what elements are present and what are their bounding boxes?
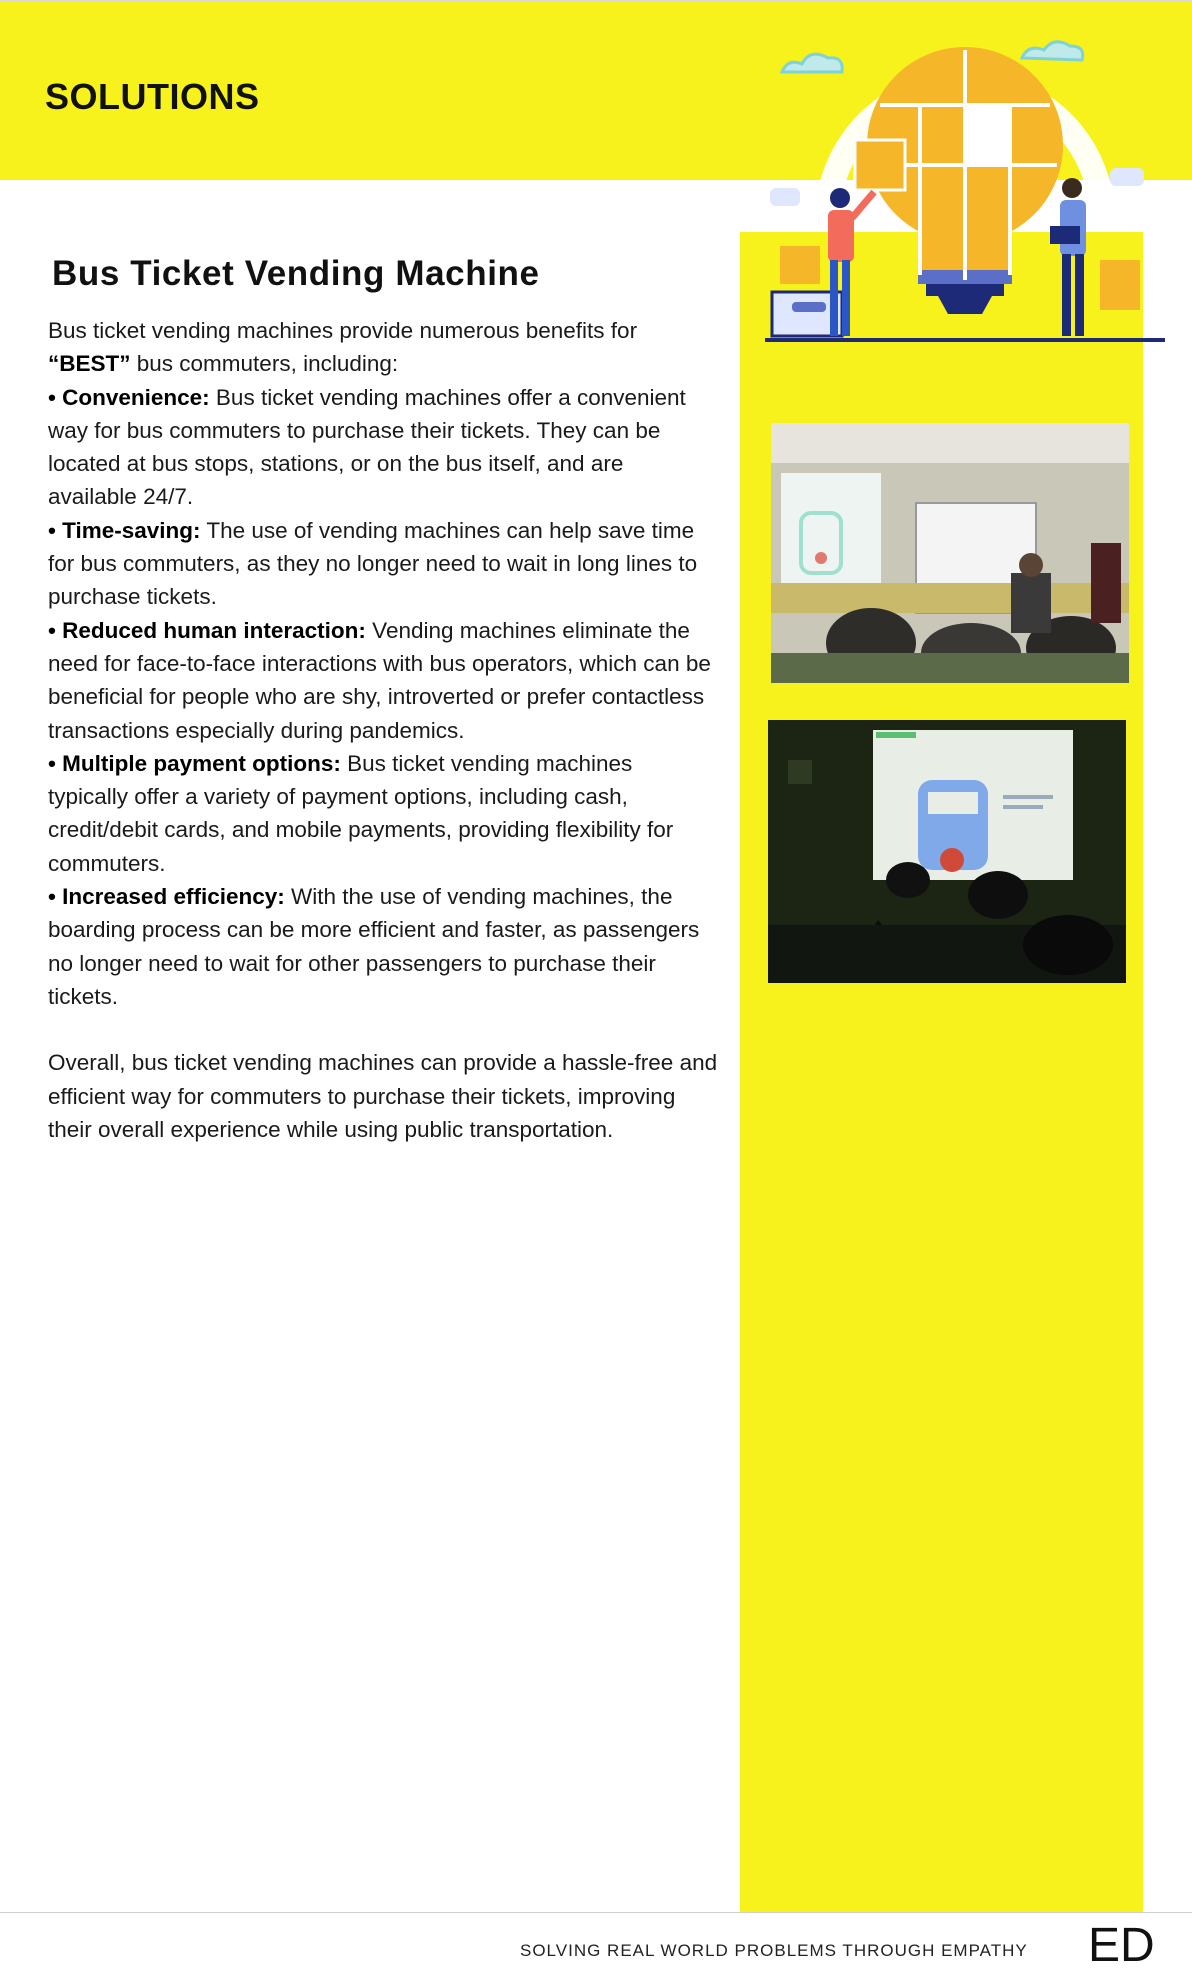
intro-paragraph [48, 314, 718, 381]
paragraph-spacer [48, 1013, 718, 1046]
benefit-text: Bus ticket vending machines offer a convenient way for bus commuters to purchase their tickets. They can be located at bus stops, stations, or on the bus itself, and are available 24/7. [48, 384, 686, 510]
workshop-photo-2 [768, 720, 1126, 983]
conclusion-paragraph: Overall, bus ticket vending machines can provide a hassle-free and efficient way for commuters to purchase their tickets, improving their overall experience while using public transportation. [48, 1050, 718, 1142]
article [48, 254, 718, 1146]
benefit-text: Bus ticket vending machines typically offer a variety of payment options, including cash, credit/debit cards, and mobile payments, providing flexibility for commuters. [48, 750, 674, 876]
lightbulb-puzzle-illustration [760, 20, 1170, 350]
benefit-label: • Time-saving: [48, 517, 201, 543]
intro-best: “BEST” [48, 351, 131, 377]
benefit-label: • Multiple payment options: [48, 750, 341, 776]
benefit-item [48, 614, 718, 747]
footer-mark: ED [1088, 1919, 1155, 1972]
benefit-label: • Reduced human interaction: [48, 617, 366, 643]
benefit-item [48, 514, 718, 614]
section-title: SOLUTIONS [45, 76, 260, 117]
benefit-text: Vending machines eliminate the need for face-to-face interactions with bus operators, which can be beneficial for people who are shy, introverted or prefer contactless transactions especially during pandemics. [48, 617, 711, 743]
benefit-label: • Convenience: [48, 384, 210, 410]
article-body [48, 314, 718, 1146]
benefit-label: • Increased efficiency: [48, 884, 285, 910]
footer-tagline: SOLVING REAL WORLD PROBLEMS THROUGH EMPATHY [520, 1941, 1028, 1960]
intro-text-2: bus commuters, including: [130, 351, 399, 377]
benefit-item [48, 381, 718, 514]
footer-divider [0, 1912, 1192, 1913]
workshop-photo-1 [771, 423, 1129, 683]
intro-text: Bus ticket vending machines provide numerous benefits for [48, 318, 638, 343]
benefit-item [48, 747, 718, 880]
article-title: Bus Ticket Vending Machine [52, 254, 540, 293]
benefit-item [48, 880, 718, 1013]
benefit-text: With the use of vending machines, the boarding process can be more efficient and faster, as passengers no longer need to wait for other passengers to purchase their tickets. [48, 884, 700, 1009]
benefit-text: The use of vending machines can help save time for bus commuters, as they no longer need to wait in long lines to purchase tickets. [48, 517, 698, 610]
